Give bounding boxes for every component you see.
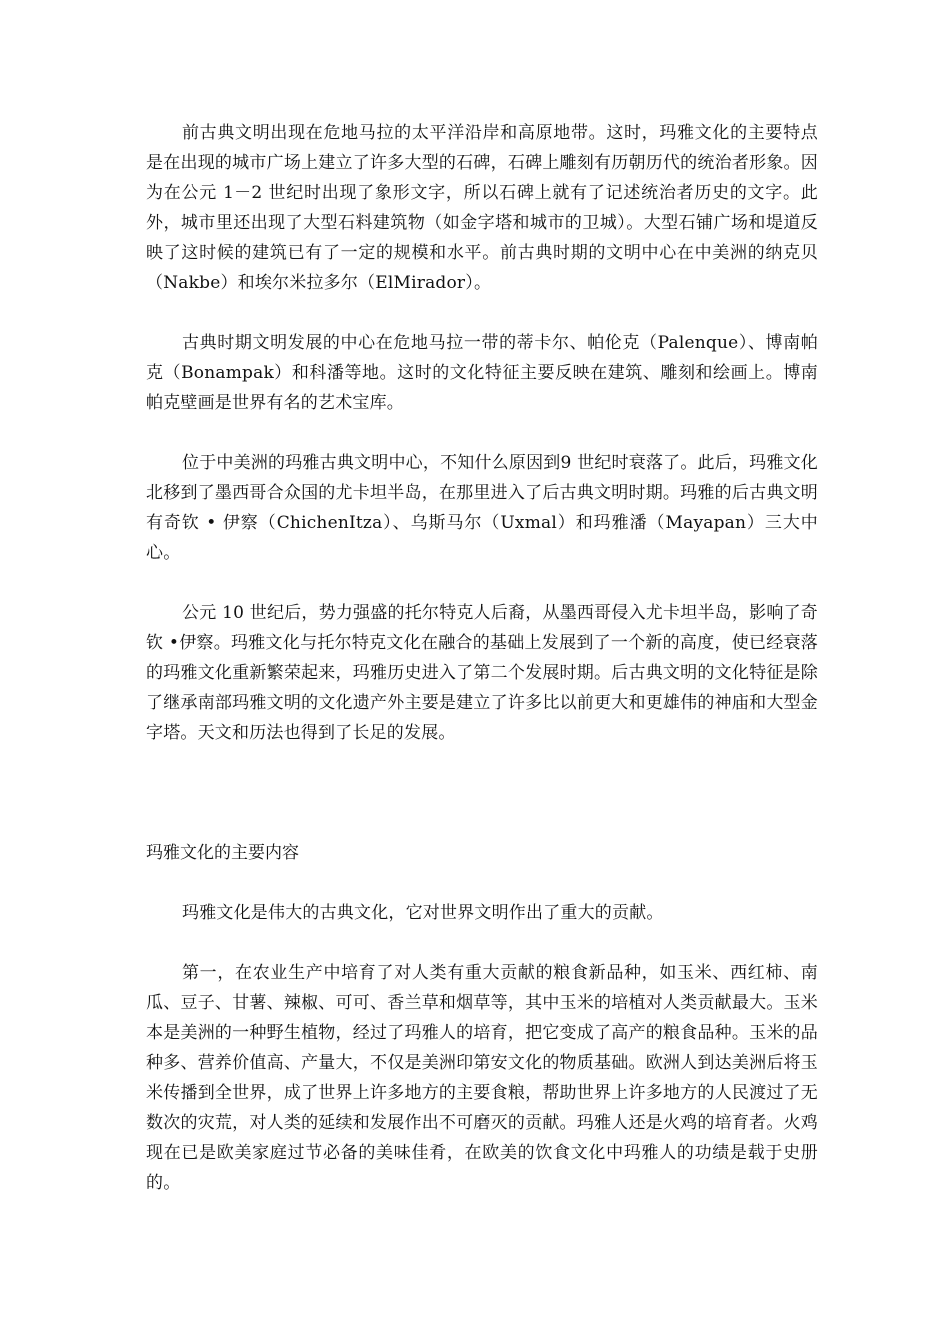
document-page xyxy=(146,118,818,1198)
paragraph-gap xyxy=(146,298,818,328)
paragraph-preclassic: 前古典文明出现在危地马拉的太平洋沿岸和高原地带。这时，玛雅文化的主要特点是在出现的城市广场上建立了许多大型的石碑，石碑上雕刻有历朝历代的统治者形象。因为在公元 1－2 世纪时出现了象形文字，所以石碑上就有了记述统治者历史的文字。此外，城市里还出现了大型石料建筑物（如金字塔和城市的卫城）。大型石铺广场和堤道反映了这时候的建筑已有了一定的规模和水平。前古典时期的文明中心在中美洲的纳克贝（Nakbe）和埃尔米拉多尔（ElMirador）。 xyxy=(146,123,818,293)
paragraph-gap xyxy=(146,418,818,448)
paragraph-gap xyxy=(146,868,818,898)
paragraph-decline: 位于中美洲的玛雅古典文明中心，不知什么原因到9 世纪时衰落了。此后，玛雅文化北移到了墨西哥合众国的尤卡坦半岛，在那里进入了后古典文明时期。玛雅的后古典文明有奇钦 • 伊察（ChichenItza）、乌斯马尔（Uxmal）和玛雅潘（Mayapan）三大中心。 xyxy=(146,453,818,563)
paragraph-gap xyxy=(146,928,818,958)
paragraph-postclassic: 公元 10 世纪后，势力强盛的托尔特克人后裔，从墨西哥侵入尤卡坦半岛，影响了奇钦 •伊察。玛雅文化与托尔特克文化在融合的基础上发展到了一个新的高度，使已经衰落的玛雅文化重新繁荣起来，玛雅历史进入了第二个发展时期。后古典文明的文化特征是除了继承南部玛雅文明的文化遗产外主要是建立了许多比以前更大和更雄伟的神庙和大型金字塔。天文和历法也得到了长足的发展。 xyxy=(146,603,818,743)
paragraph-classic: 古典时期文明发展的中心在危地马拉一带的蒂卡尔、帕伦克（Palenque）、博南帕克（Bonampak）和科潘等地。这时的文化特征主要反映在建筑、雕刻和绘画上。博南帕克壁画是世界有名的艺术宝库。 xyxy=(146,333,818,413)
section-gap xyxy=(146,748,818,838)
paragraph-agriculture: 第一，在农业生产中培育了对人类有重大贡献的粮食新品种，如玉米、西红柿、南瓜、豆子、甘薯、辣椒、可可、香兰草和烟草等，其中玉米的培植对人类贡献最大。玉米本是美洲的一种野生植物，经过了玛雅人的培育，把它变成了高产的粮食品种。玉米的品种多、营养价值高、产量大，不仅是美洲印第安文化的物质基础。欧洲人到达美洲后将玉米传播到全世界，成了世界上许多地方的主要食粮，帮助世界上许多地方的人民渡过了无数次的灾荒，对人类的延续和发展作出不可磨灭的贡献。玛雅人还是火鸡的培育者。火鸡现在已是欧美家庭过节必备的美味佳肴，在欧美的饮食文化中玛雅人的功绩是载于史册的。 xyxy=(146,963,818,1193)
section-heading: 玛雅文化的主要内容 xyxy=(146,843,299,863)
paragraph-contribution-intro: 玛雅文化是伟大的古典文化，它对世界文明作出了重大的贡献。 xyxy=(182,903,664,923)
paragraph-gap xyxy=(146,568,818,598)
